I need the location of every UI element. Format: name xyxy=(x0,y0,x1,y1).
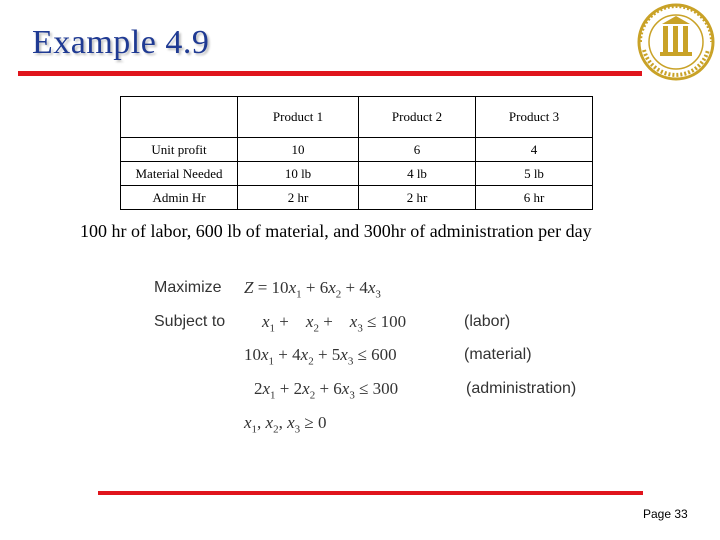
administration-constraint: $2x_1 + 2x_2 + 6x_3 \le 300$ xyxy=(254,379,399,402)
table-cell: 4 xyxy=(476,138,593,162)
labor-note: (labor) xyxy=(464,313,511,330)
table-cell: 2 hr xyxy=(238,186,359,210)
table-cell: 2 hr xyxy=(359,186,476,210)
table-cell: 6 xyxy=(359,138,476,162)
administration-note: (administration) xyxy=(466,380,577,397)
table-cell: 4 lb xyxy=(359,162,476,186)
labor-constraint: $x_1$ + $x_2$ + $x_3 \le 100$ xyxy=(262,312,407,335)
page-number: Page 33 xyxy=(643,507,688,521)
table-cell: 5 lb xyxy=(476,162,593,186)
table-cell: Unit profit xyxy=(121,138,238,162)
table-cell: 6 hr xyxy=(476,186,593,210)
nonnegativity-constraint: $x_1$, $x_2$, $x_3 \ge 0$ xyxy=(244,413,327,436)
resource-limits-text: 100 hr of labor, 600 lb of material, and 300hr of administration per day xyxy=(80,221,592,241)
table-cell: Material Needed xyxy=(121,162,238,186)
table-header-cell: Product 2 xyxy=(359,97,476,138)
material-note: (material) xyxy=(464,346,532,363)
subject-to-label: Subject to xyxy=(154,313,226,330)
objective-function: $Z = 10x_1 + 6x_2 + 4x_3$ xyxy=(244,278,381,301)
table-cell: 10 lb xyxy=(238,162,359,186)
slide-title: Example 4.9 xyxy=(32,24,210,61)
table-header-cell: Product 3 xyxy=(476,97,593,138)
table-header-cell: Product 1 xyxy=(238,97,359,138)
maximize-label: Maximize xyxy=(154,279,222,296)
table-cell: Admin Hr xyxy=(121,186,238,210)
material-constraint: $10x_1 + 4x_2 + 5x_3 \le 600$ xyxy=(244,345,397,368)
table-cell: 10 xyxy=(238,138,359,162)
bottom-divider xyxy=(98,491,643,495)
